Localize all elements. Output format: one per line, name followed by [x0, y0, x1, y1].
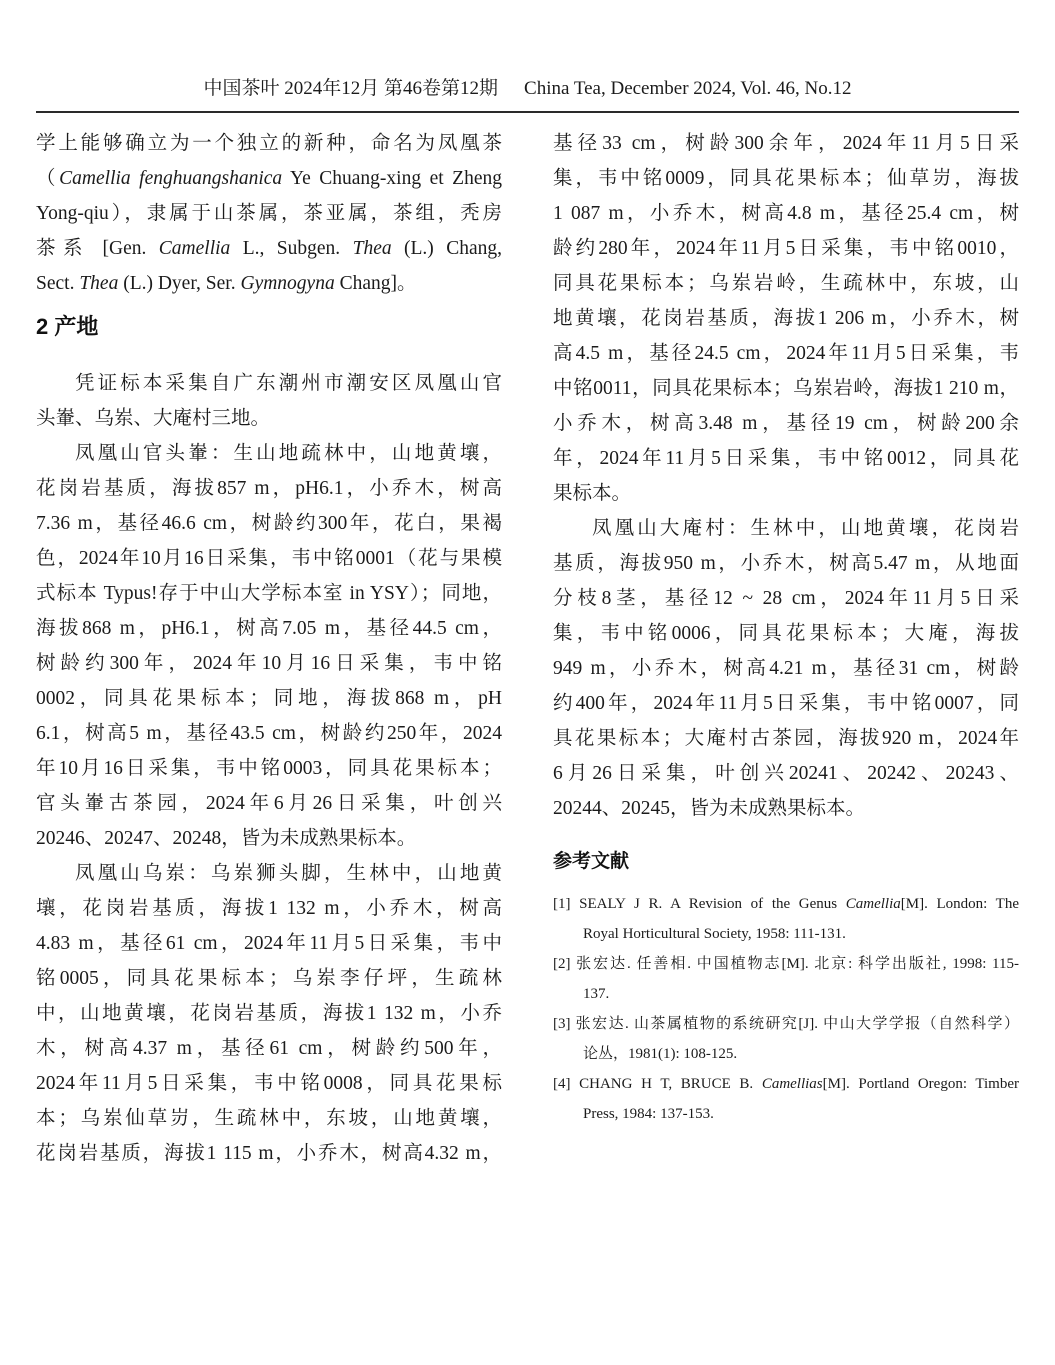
text-run: 1 087 m，小乔木，树高4.8 m，基径25.4 cm，树 — [553, 203, 1019, 224]
text-run: 本；乌岽仙草岃，生疏林中，东坡，山地黄壤， — [36, 1108, 502, 1129]
left-column — [36, 126, 502, 1171]
text-run: (L.) Dyer, Ser. — [118, 273, 241, 294]
text-run: 集，韦中铭0006，同具花果标本；大庵，海拔 — [553, 623, 1019, 644]
text-line — [36, 646, 502, 681]
text-run: Yong-qiu），隶属于山茶属，茶亚属，茶组，秃房 — [36, 203, 502, 224]
text-run: 6.1，树高5 m，基径43.5 cm，树龄约250年，2024 — [36, 723, 502, 744]
text-line — [553, 686, 1019, 721]
text-line — [553, 441, 1019, 476]
text-run: 20246、20247、20248，皆为未成熟果标本。 — [36, 828, 417, 849]
section-heading: 2 产地 — [36, 314, 99, 339]
text-line — [553, 546, 1019, 581]
text-run: 年，2024年11月5日采集，韦中铭0012，同具花 — [553, 448, 1019, 469]
text-run: 137. — [583, 986, 610, 1002]
text-run: 7.36 m，基径46.6 cm，树龄约300年，花白，果褐 — [36, 513, 502, 534]
italic-text: Thea — [352, 238, 392, 259]
paragraph — [36, 366, 502, 436]
text-run: 基径33 cm，树龄300余年，2024年11月5日采 — [553, 133, 1019, 154]
text-run: [4] CHANG H T, BRUCE B. — [553, 1076, 762, 1092]
text-line — [553, 616, 1019, 651]
text-run: 具花果标本；大庵村古茶园，海拔920 m，2024年 — [553, 728, 1019, 749]
reference-item — [553, 1069, 1019, 1129]
text-run: 壤，花岗岩基质，海拔1 132 m，小乔木，树高 — [36, 898, 502, 919]
text-run: 约400年，2024年11月5日采集，韦中铭0007，同 — [553, 693, 1019, 714]
text-line — [553, 889, 1019, 919]
text-run: 2024年11月5日采集，韦中铭0008，同具花果标 — [36, 1073, 502, 1094]
text-line — [36, 1101, 502, 1136]
text-line — [553, 511, 1019, 546]
paragraph — [36, 856, 502, 1171]
text-line — [553, 721, 1019, 756]
text-run: 基质，海拔950 m，小乔木，树高5.47 m，从地面 — [553, 553, 1019, 574]
text-line — [553, 1039, 1019, 1069]
text-run: 中，山地黄壤，花岗岩基质，海拔1 132 m，小乔 — [36, 1003, 502, 1024]
text-line — [553, 231, 1019, 266]
text-line — [36, 856, 502, 891]
text-line — [553, 336, 1019, 371]
journal-page — [0, 76, 1055, 1365]
text-run: 6月26日采集，叶创兴20241、20242、20243、 — [553, 763, 1019, 784]
text-line — [36, 926, 502, 961]
text-run: 0002，同具花果标本；同地，海拔868 m，pH — [36, 688, 502, 709]
text-run: 色，2024年10月16日采集，韦中铭0001（花与果模 — [36, 548, 502, 569]
text-line — [553, 581, 1019, 616]
text-line — [36, 751, 502, 786]
text-run: 学上能够确立为一个独立的新种，命名为凤凰茶 — [36, 133, 502, 154]
journal-title-en: China Tea, December 2024, Vol. 46, No.12 — [524, 78, 852, 99]
italic-text: Camellia — [158, 238, 231, 259]
text-line — [36, 996, 502, 1031]
text-line — [36, 1066, 502, 1101]
text-run: 凤凰山官头輋：生山地疏林中，山地黄壤， — [75, 443, 502, 464]
header-rule — [36, 111, 1019, 113]
text-line — [36, 576, 502, 611]
text-run: 地黄壤，花岗岩基质，海拔1 206 m，小乔木，树 — [553, 308, 1019, 329]
paragraph — [553, 126, 1019, 511]
text-run: 官头輋古茶园，2024年6月26日采集，叶创兴 — [36, 793, 502, 814]
paragraph — [36, 436, 502, 856]
text-run: Sect. — [36, 273, 80, 294]
right-column — [553, 126, 1019, 1171]
text-line — [553, 161, 1019, 196]
text-line — [36, 891, 502, 926]
text-run: 花岗岩基质，海拔857 m，pH6.1，小乔木，树高 — [36, 478, 502, 499]
text-run: Press, 1984: 137-153. — [583, 1106, 714, 1122]
text-line — [553, 1069, 1019, 1099]
text-run: 凤凰山大庵村：生林中，山地黄壤，花岗岩 — [592, 518, 1019, 539]
text-line — [36, 471, 502, 506]
text-run: 949 m，小乔木，树高4.21 m，基径31 cm，树龄 — [553, 658, 1019, 679]
italic-text: Camellia — [845, 896, 901, 912]
reference-item — [553, 889, 1019, 949]
text-run: 高4.5 m，基径24.5 cm，2024年11月5日采集，韦 — [553, 343, 1019, 364]
text-run: 头輋、乌岽、大庵村三地。 — [36, 408, 271, 429]
text-line — [36, 786, 502, 821]
text-line — [36, 161, 502, 196]
text-run: 集，韦中铭0009，同具花果标本；仙草岃，海拔 — [553, 168, 1019, 189]
text-line — [36, 961, 502, 996]
text-line — [36, 506, 502, 541]
text-run: 龄约280年，2024年11月5日采集，韦中铭0010， — [553, 238, 1019, 259]
text-run: L., Subgen. — [230, 238, 353, 259]
text-line — [553, 651, 1019, 686]
text-run: 4.83 m，基径61 cm，2024年11月5日采集，韦中 — [36, 933, 502, 954]
text-line — [553, 371, 1019, 406]
text-run: Chang]。 — [334, 273, 417, 294]
text-line — [36, 196, 502, 231]
text-run: 果标本。 — [553, 483, 632, 504]
text-line — [36, 541, 502, 576]
text-run: 茶系 [Gen. — [36, 238, 159, 259]
italic-text: Camellias — [761, 1076, 823, 1092]
text-run: Royal Horticultural Society, 1958: 111-131. — [583, 926, 846, 942]
text-line — [553, 301, 1019, 336]
text-run: 小乔木，树高3.48 m，基径19 cm，树龄200余 — [553, 413, 1019, 434]
paragraph — [553, 511, 1019, 826]
text-run: 花岗岩基质，海拔1 115 m，小乔木，树高4.32 m， — [36, 1143, 502, 1164]
text-line — [36, 401, 502, 436]
text-run: 式标本 Typus!存于中山大学标本室 in YSY）；同地， — [36, 583, 502, 604]
text-run: 中铭0011，同具花果标本；乌岽岩岭，海拔1 210 m， — [553, 378, 1019, 399]
text-line — [553, 196, 1019, 231]
journal-header — [0, 76, 1055, 102]
italic-text: Camellia fenghuangshanica — [59, 168, 283, 189]
page-content — [36, 126, 1019, 1171]
text-line — [553, 266, 1019, 301]
text-line — [553, 949, 1019, 979]
text-run: 凤凰山乌岽：乌岽狮头脚，生林中，山地黄 — [75, 863, 502, 884]
text-run: （ — [36, 168, 60, 189]
text-line — [553, 1099, 1019, 1129]
text-line — [553, 756, 1019, 791]
text-line — [36, 1136, 502, 1171]
text-line — [553, 126, 1019, 161]
text-line — [36, 366, 502, 401]
text-run: 凭证标本采集自广东潮州市潮安区凤凰山官 — [75, 373, 502, 394]
text-line — [553, 406, 1019, 441]
text-run: [3] 张宏达. 山茶属植物的系统研究[J]. 中山大学学报（自然科学） — [553, 1016, 1019, 1032]
text-line — [36, 716, 502, 751]
text-line — [553, 791, 1019, 826]
text-run: 论丛，1981(1): 108-125. — [583, 1046, 738, 1062]
text-line — [36, 126, 502, 161]
text-line — [36, 681, 502, 716]
text-run: [2] 张宏达. 任善相. 中国植物志[M]. 北京: 科学出版社, 1998: 115- — [553, 956, 1019, 972]
text-run: Ye Chuang-xing et Zheng — [282, 168, 502, 189]
reference-item — [553, 949, 1019, 1009]
text-run: 铭0005，同具花果标本；乌岽李仔坪，生疏林 — [36, 968, 502, 989]
text-line — [553, 919, 1019, 949]
text-line — [36, 821, 502, 856]
text-line — [36, 611, 502, 646]
text-run: 分枝8茎，基径12 ~ 28 cm，2024年11月5日采 — [553, 588, 1019, 609]
text-run: 树龄约300年，2024年10月16日采集，韦中铭 — [36, 653, 502, 674]
text-run: (L.) Chang, — [391, 238, 502, 259]
text-line — [36, 266, 502, 301]
text-line — [36, 436, 502, 471]
text-run: 20244、20245，皆为未成熟果标本。 — [553, 798, 866, 819]
text-run: [M]. Portland Oregon: Timber — [822, 1076, 1019, 1092]
text-line — [36, 231, 502, 266]
italic-text: Gymnogyna — [240, 273, 335, 294]
reference-item — [553, 1009, 1019, 1069]
text-run: 同具花果标本；乌岽岩岭，生疏林中，东坡，山 — [553, 273, 1019, 294]
paragraph — [36, 126, 502, 301]
text-run: 海拔868 m，pH6.1，树高7.05 m，基径44.5 cm， — [36, 618, 502, 639]
references-heading: 参考文献 — [553, 851, 630, 872]
text-run: 年10月16日采集，韦中铭0003，同具花果标本； — [36, 758, 502, 779]
journal-title-cn: 中国茶叶 2024年12月 第46卷第12期 — [203, 78, 499, 99]
text-line — [553, 1009, 1019, 1039]
text-line — [553, 476, 1019, 511]
text-line — [553, 979, 1019, 1009]
text-line — [36, 1031, 502, 1066]
text-run: [M]. London: The — [900, 896, 1019, 912]
text-run: [1] SEALY J R. A Revision of the Genus — [553, 896, 846, 912]
text-run: 木，树高4.37 m，基径61 cm，树龄约500年， — [36, 1038, 502, 1059]
italic-text: Thea — [79, 273, 119, 294]
